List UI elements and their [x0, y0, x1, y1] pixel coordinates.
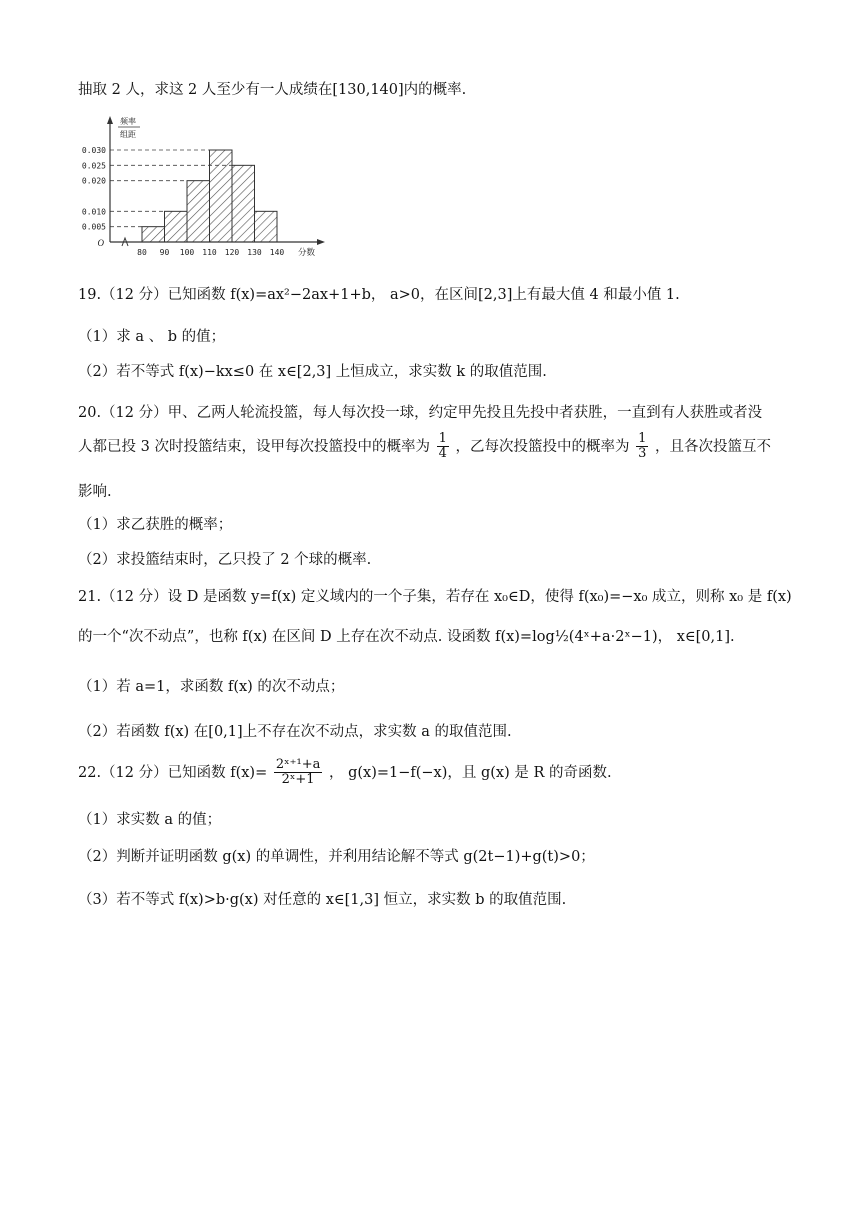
q22-part1: （1）求实数 a 的值； — [78, 812, 222, 828]
q22-part3: （3）若不等式 f(x)>b·g(x) 对任意的 x∈[1,3] 恒立，求实数 b 的取值范围. — [78, 892, 567, 908]
x-tick-label: 90 — [159, 248, 170, 257]
x-axis-arrow — [317, 239, 325, 245]
q20-part1: （1）求乙获胜的概率； — [78, 517, 233, 533]
y-label-top: 频率 — [120, 117, 136, 126]
y-axis-arrow — [107, 116, 113, 124]
histogram-bar — [255, 211, 278, 242]
q22-stem — [78, 758, 612, 788]
q20-part2: （2）求投篮结束时，乙只投了 2 个球的概率. — [78, 552, 372, 568]
y-tick-label: 0.005 — [81, 222, 106, 232]
x-tick-label: 130 — [247, 248, 262, 257]
frac1-num: 1 — [438, 431, 447, 446]
q19-part1: （1）求 a 、 b 的值； — [78, 329, 226, 345]
q20-stem-text1: 人都已投 3 次时投篮结束，设甲每次投篮投中的概率为 — [78, 438, 430, 455]
q22-part2: （2）判断并证明函数 g(x) 的单调性，并利用结论解不等式 g(2t−1)+g(t)>0； — [78, 849, 595, 865]
q20-stem-text2: ，乙每次投篮投中的概率为 — [455, 438, 630, 455]
q22-stem-post: ， g(x)=1−f(−x)，且 g(x) 是 R 的奇函数. — [328, 764, 612, 781]
histogram-bar — [210, 150, 233, 242]
histogram-bar — [142, 227, 165, 242]
frequency-histogram — [76, 112, 336, 262]
q20-stem-line2 — [78, 432, 771, 462]
frac1-den: 4 — [438, 446, 447, 462]
y-tick-label: 0.010 — [81, 207, 106, 217]
q21-part2: （2）若函数 f(x) 在[0,1]上不存在次不动点，求实数 a 的取值范围. — [78, 724, 512, 740]
frac2-num: 1 — [638, 431, 647, 446]
q20-prob-yi — [636, 432, 648, 462]
q21-part1: （1）若 a=1，求函数 f(x) 的次不动点； — [78, 679, 345, 695]
histogram-bar — [165, 211, 188, 242]
q21-stem-line1: 21.（12 分）设 D 是函数 y=f(x) 定义域内的一个子集，若存在 x₀∈D，使得 f(x₀)=−x₀ 成立，则称 x₀ 是 f(x) — [78, 589, 792, 605]
frac2-den: 3 — [638, 446, 647, 462]
q21-stem-line2: 的一个“次不动点”，也称 f(x) 在区间 D 上存在次不动点. 设函数 f(x)=log½(4ˣ+a·2ˣ−1)， x∈[0,1]. — [78, 629, 735, 645]
y-tick-label: 0.030 — [81, 146, 106, 155]
histogram-bar — [232, 165, 255, 242]
x-tick-label: 140 — [269, 248, 285, 257]
origin-label: O — [97, 238, 104, 248]
q22-fraction — [274, 758, 323, 788]
histogram-bar — [187, 181, 210, 242]
q19-part2: （2）若不等式 f(x)−kx≤0 在 x∈[2,3] 上恒成立，求实数 k 的取值范围. — [78, 364, 547, 380]
x-tick-label: 110 — [202, 248, 217, 257]
q20-stem-line1: 20.（12 分）甲、乙两人轮流投篮，每人每次投一球，约定甲先投且先投中者获胜，一直到有人获胜或者没 — [78, 405, 763, 421]
q20-prob-jia — [437, 432, 449, 462]
q20-stem-line3: 影响. — [78, 484, 112, 500]
y-label-bottom: 组距 — [120, 130, 136, 139]
intro-line: 抽取 2 人，求这 2 人至少有一人成绩在[130,140]内的概率. — [78, 82, 467, 98]
q20-stem-text3: ，且各次投篮互不 — [654, 438, 771, 455]
y-tick-label: 0.025 — [81, 161, 106, 171]
q22-frac-den: 2ˣ+1 — [281, 772, 315, 788]
q19-stem: 19.（12 分）已知函数 f(x)=ax²−2ax+1+b， a>0，在区间[2,3]上有最大值 4 和最小值 1. — [78, 287, 680, 303]
x-axis-label: 分数 — [298, 248, 316, 258]
q22-frac-num: 2ˣ⁺¹+a — [275, 757, 321, 772]
x-tick-label: 100 — [179, 248, 195, 257]
x-tick-label: 120 — [224, 248, 240, 257]
x-tick-label: 80 — [137, 248, 147, 257]
y-tick-label: 0.020 — [81, 176, 106, 186]
q22-stem-pre: 22.（12 分）已知函数 f(x)= — [78, 764, 268, 781]
